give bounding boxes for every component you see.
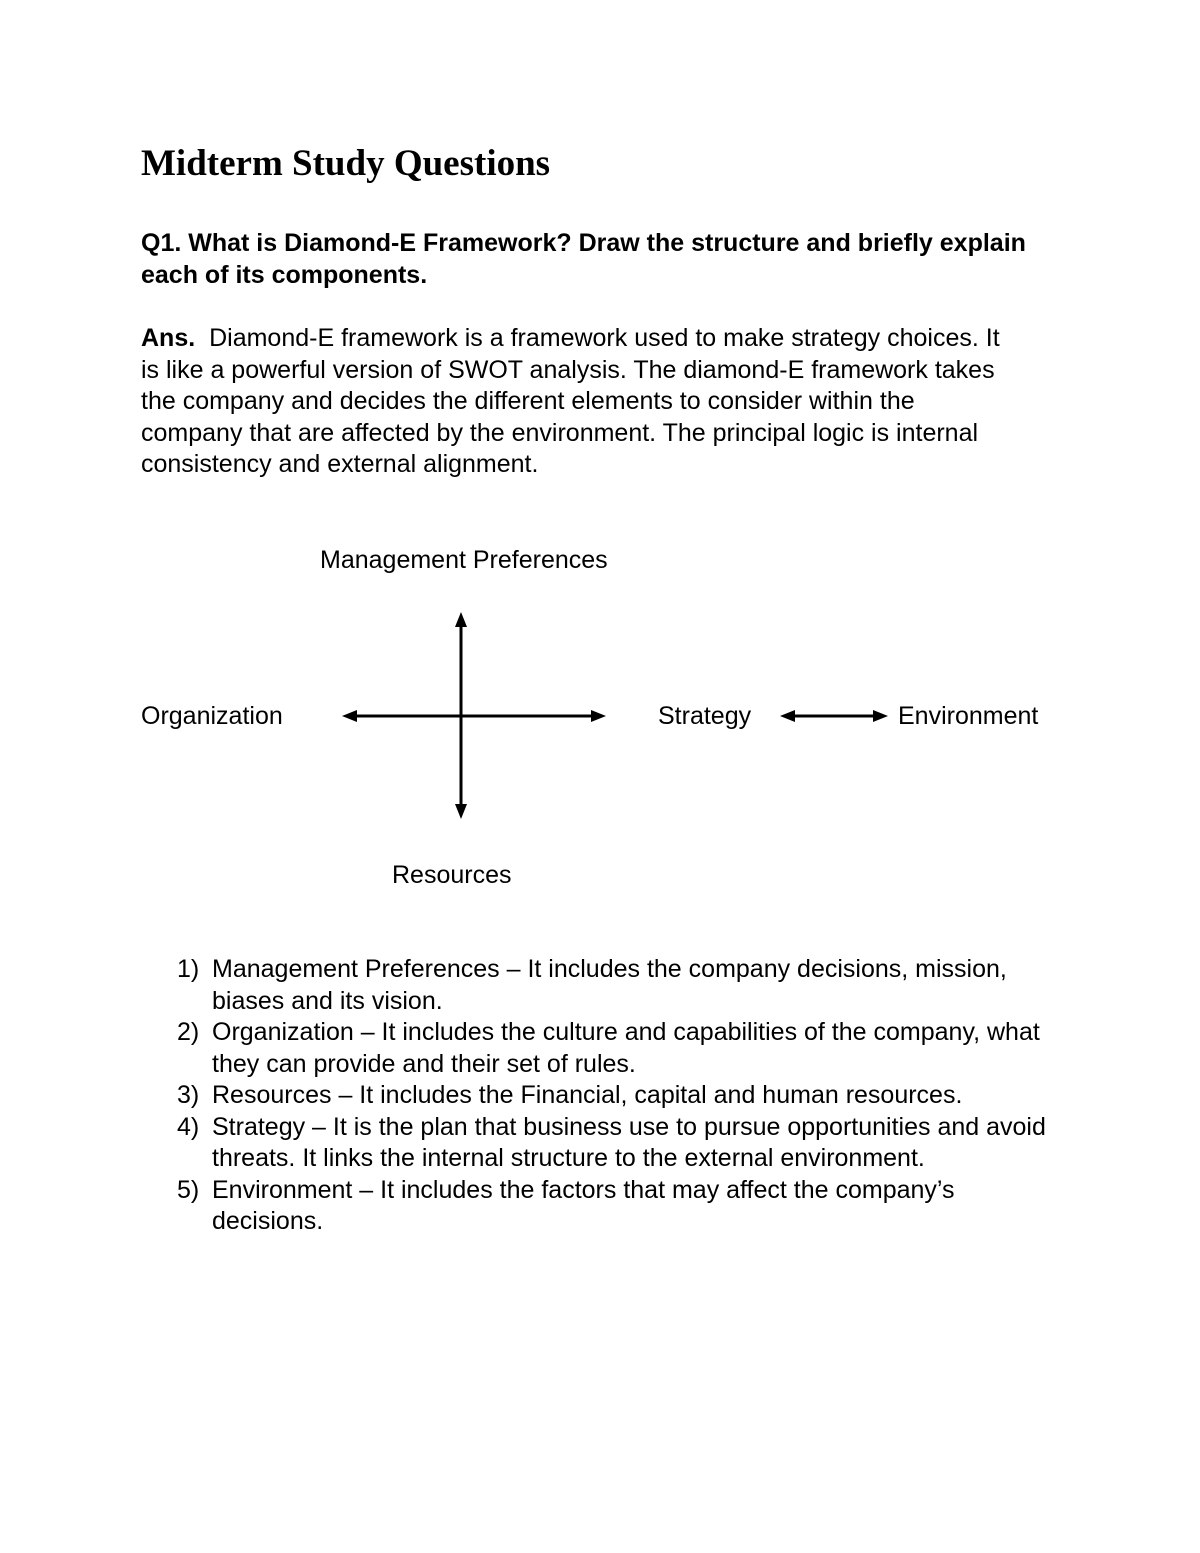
list-item	[141, 1017, 1071, 1080]
answer-text: Diamond-E framework is a framework used to make strategy choices. It is like a powerful version of SWOT analysis. The diamond-E framework takes the company and decides the different elements to consider within the company that are affected by the environment. The principal logic is internal consistency and external alignment.	[141, 324, 1000, 478]
list-item-text: Environment – It includes the factors that may affect the company’s decisions.	[212, 1175, 955, 1235]
diagram-label-organization: Organization	[141, 702, 283, 730]
arrowhead-up-icon	[455, 612, 467, 627]
components-list	[141, 954, 1071, 1238]
arrowhead-right-icon	[873, 710, 888, 722]
arrowhead-left-icon	[342, 710, 357, 722]
list-item-number: 4)	[177, 1112, 200, 1141]
list-item	[141, 1175, 1071, 1238]
diagram-label-resources: Resources	[392, 861, 512, 889]
diagram-label-environment: Environment	[898, 702, 1039, 730]
page-title: Midterm Study Questions	[141, 143, 551, 184]
list-item-number: 2)	[177, 1018, 200, 1046]
answer-label: Ans.	[141, 324, 196, 352]
list-item-text: Strategy – It is the plan that business use to pursue opportunities and avoid threats. It links the internal structure to the external environment.	[212, 1112, 1046, 1172]
arrowhead-down-icon	[455, 804, 467, 819]
list-item	[141, 1112, 1071, 1175]
arrowhead-right-icon	[591, 710, 606, 722]
question-text: Q1. What is Diamond-E Framework? Draw the structure and briefly explain each of its components.	[141, 229, 1026, 289]
list-item	[141, 1080, 1071, 1112]
diagram-label-management-preferences: Management Preferences	[320, 546, 608, 574]
list-item-text: Resources – It includes the Financial, capital and human resources.	[212, 1081, 963, 1109]
list-item-number: 1)	[177, 955, 200, 983]
list-item	[141, 954, 1071, 1017]
diagram-label-strategy: Strategy	[658, 702, 752, 730]
list-item-number: 3)	[177, 1081, 200, 1109]
list-item-number: 5)	[177, 1175, 200, 1204]
list-item-text: Management Preferences – It includes the company decisions, mission, biases and its vision.	[212, 955, 1007, 1015]
arrowhead-left-icon	[780, 710, 795, 722]
list-item-text: Organization – It includes the culture and capabilities of the company, what they can provide and their set of rules.	[212, 1018, 1040, 1078]
